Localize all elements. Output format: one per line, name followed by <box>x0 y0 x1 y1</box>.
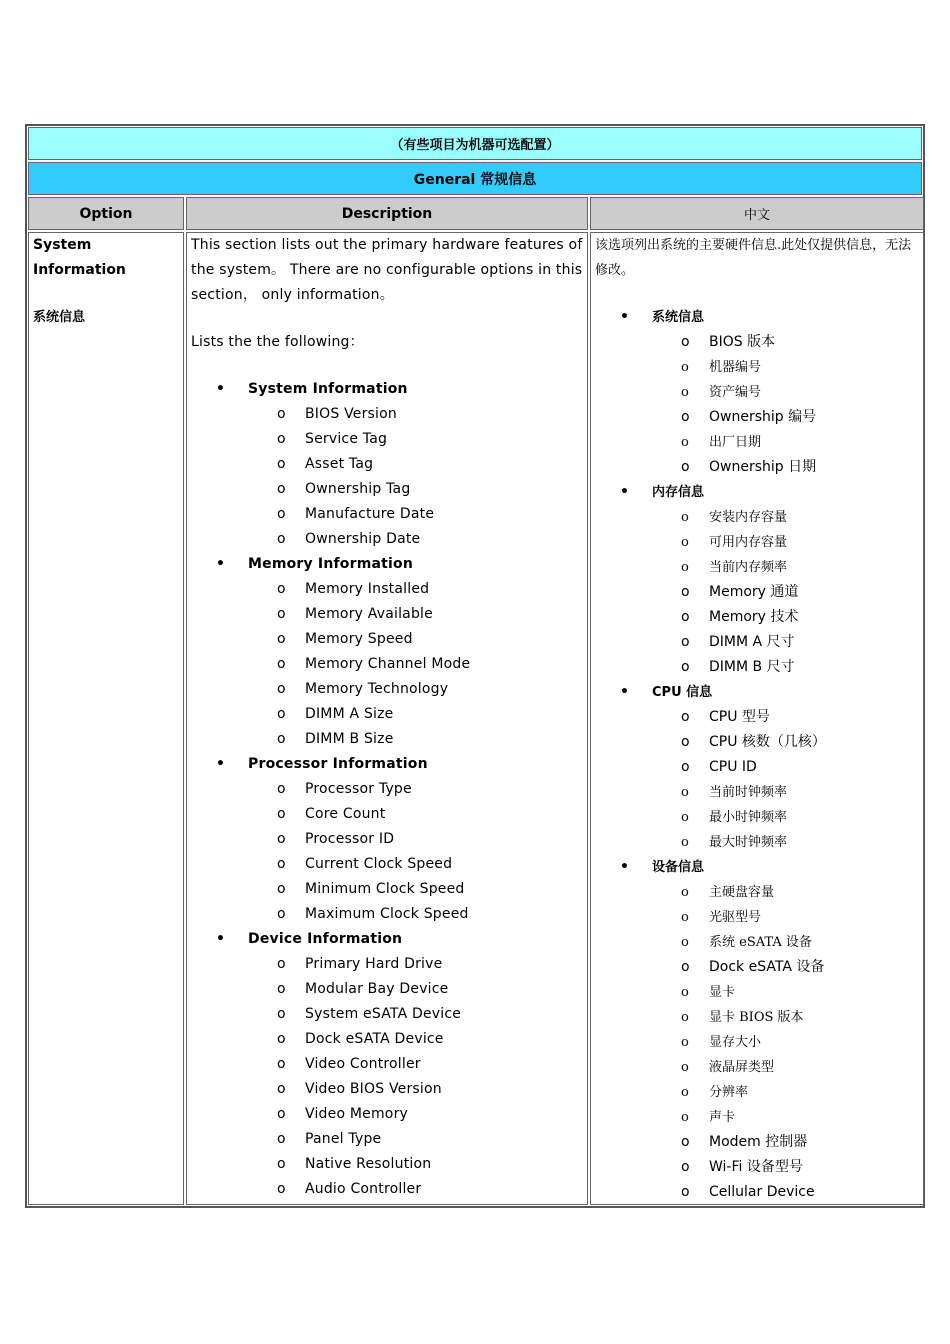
feature-item: o 液晶屏类型 <box>652 1055 919 1080</box>
feature-item: o 出厂日期 <box>652 430 919 455</box>
feature-group-title: Processor Information <box>248 756 428 772</box>
feature-item: o Minimum Clock Speed <box>248 877 583 902</box>
feature-item: o Memory Speed <box>248 627 583 652</box>
feature-item: o 光驱型号 <box>652 905 919 930</box>
feature-item: o DIMM B 尺寸 <box>652 655 919 680</box>
feature-item: o Video BIOS Version <box>248 1077 583 1102</box>
feature-group-title: CPU 信息 <box>652 685 713 700</box>
feature-item: o BIOS 版本 <box>652 330 919 355</box>
feature-group-title: Device Information <box>248 931 403 947</box>
feature-item: o Processor Type <box>248 777 583 802</box>
feature-group-title: 内存信息 <box>652 485 705 500</box>
feature-item: o Wi-Fi 设备型号 <box>652 1155 919 1180</box>
option-name-en: System Information <box>33 237 126 278</box>
feature-item: o Memory 通道 <box>652 580 919 605</box>
feature-item: o Panel Type <box>248 1127 583 1152</box>
feature-group-en <box>191 552 583 752</box>
feature-item: o Current Clock Speed <box>248 852 583 877</box>
feature-item: o 显卡 <box>652 980 919 1005</box>
feature-item: o 当前内存频率 <box>652 555 919 580</box>
chinese-cell <box>590 232 924 1205</box>
feature-group-en <box>191 752 583 927</box>
feature-group-cn <box>595 305 919 480</box>
feature-item: o Video Memory <box>248 1102 583 1127</box>
feature-group-title: 系统信息 <box>652 310 705 325</box>
feature-group-en <box>191 377 583 552</box>
feature-item: o Video Controller <box>248 1052 583 1077</box>
feature-list-en <box>191 377 583 1202</box>
feature-item: o Modem 控制器 <box>652 1130 919 1155</box>
options-table <box>25 124 925 1208</box>
column-header-chinese: 中文 <box>590 197 924 230</box>
description-cell <box>186 232 588 1205</box>
feature-list-cn <box>595 305 919 1205</box>
feature-item: o Primary Hard Drive <box>248 952 583 977</box>
feature-group-cn <box>595 480 919 680</box>
feature-sublist <box>248 952 583 1202</box>
feature-item: o Memory 技术 <box>652 605 919 630</box>
feature-sublist <box>248 402 583 552</box>
feature-item: o Dock eSATA 设备 <box>652 955 919 980</box>
feature-item: o Manufacture Date <box>248 502 583 527</box>
feature-group-title: 设备信息 <box>652 860 705 875</box>
feature-item: o Modular Bay Device <box>248 977 583 1002</box>
feature-item: o Dock eSATA Device <box>248 1027 583 1052</box>
feature-item: o DIMM B Size <box>248 727 583 752</box>
feature-item: o Memory Channel Mode <box>248 652 583 677</box>
feature-item: o Ownership Date <box>248 527 583 552</box>
chinese-intro: 该选项列出系统的主要硬件信息.此处仅提供信息，无法修改。 <box>595 238 912 278</box>
option-cell <box>28 232 184 1205</box>
feature-item: o 资产编号 <box>652 380 919 405</box>
feature-item: o 主硬盘容量 <box>652 880 919 905</box>
feature-item: o 分辨率 <box>652 1080 919 1105</box>
feature-item: o BIOS Version <box>248 402 583 427</box>
feature-sublist <box>248 777 583 927</box>
feature-item: o CPU 型号 <box>652 705 919 730</box>
feature-item: o Processor ID <box>248 827 583 852</box>
feature-item: o 显卡 BIOS 版本 <box>652 1005 919 1030</box>
feature-item: o Ownership 编号 <box>652 405 919 430</box>
feature-item: o 当前时钟频率 <box>652 780 919 805</box>
feature-item: o 最大时钟频率 <box>652 830 919 855</box>
feature-group-title: System Information <box>248 381 408 397</box>
feature-item: o Service Tag <box>248 427 583 452</box>
feature-sublist <box>652 330 919 480</box>
feature-item: o Audio Controller <box>248 1177 583 1202</box>
feature-sublist <box>248 577 583 752</box>
feature-item: o Maximum Clock Speed <box>248 902 583 927</box>
feature-group-cn <box>595 855 919 1205</box>
column-header-option: Option <box>28 197 184 230</box>
feature-item: o Ownership 日期 <box>652 455 919 480</box>
feature-item: o 机器编号 <box>652 355 919 380</box>
feature-item: o 显存大小 <box>652 1030 919 1055</box>
feature-item: o CPU 核数（几核） <box>652 730 919 755</box>
feature-item: o Memory Installed <box>248 577 583 602</box>
feature-item: o Ownership Tag <box>248 477 583 502</box>
feature-item: o Memory Available <box>248 602 583 627</box>
feature-group-en <box>191 927 583 1202</box>
section-title: General 常规信息 <box>28 162 922 195</box>
column-header-description: Description <box>186 197 588 230</box>
feature-item: o Core Count <box>248 802 583 827</box>
feature-sublist <box>652 880 919 1205</box>
feature-item: o 最小时钟频率 <box>652 805 919 830</box>
feature-item: o Native Resolution <box>248 1152 583 1177</box>
feature-group-cn <box>595 680 919 855</box>
description-lists-label: Lists the the following： <box>191 334 364 350</box>
feature-item: o CPU ID <box>652 755 919 780</box>
feature-item: o 可用内存容量 <box>652 530 919 555</box>
feature-sublist <box>652 705 919 855</box>
feature-item: o System eSATA Device <box>248 1002 583 1027</box>
feature-item: o 声卡 <box>652 1105 919 1130</box>
feature-item: o DIMM A 尺寸 <box>652 630 919 655</box>
optional-config-note: （有些项目为机器可选配置） <box>28 127 922 160</box>
feature-item: o Memory Technology <box>248 677 583 702</box>
feature-item: o 系统 eSATA 设备 <box>652 930 919 955</box>
description-intro: This section lists out the primary hardware features of the system。 There are no configurable options in this section， only information。 <box>191 237 583 303</box>
feature-item: o 安装内存容量 <box>652 505 919 530</box>
feature-item: o Asset Tag <box>248 452 583 477</box>
feature-group-title: Memory Information <box>248 556 414 572</box>
feature-item: o DIMM A Size <box>248 702 583 727</box>
option-name-cn: 系统信息 <box>33 310 86 325</box>
feature-item: o Cellular Device <box>652 1180 919 1205</box>
feature-sublist <box>652 505 919 680</box>
